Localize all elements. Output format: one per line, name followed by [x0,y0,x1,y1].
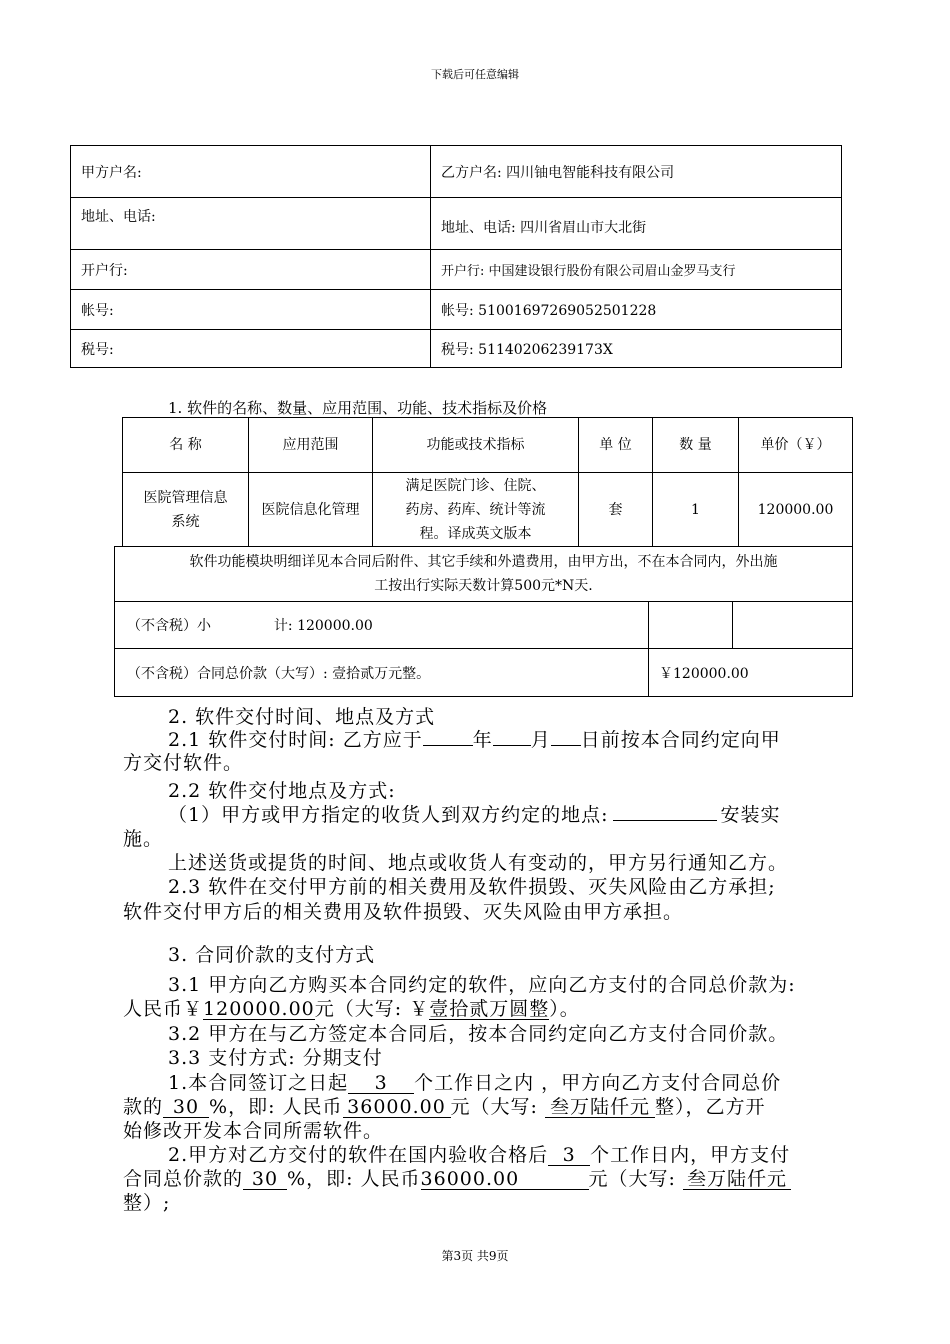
section2-title: 2. 软件交付时间、地点及方式 [168,706,436,728]
payment-item-1-cont: 款的 30 %，即: 人民币 36000.00 元（大写: 叁万陆仟元 整），乙方开 [123,1096,766,1118]
col-header-qty: 数 量 [653,418,739,473]
table-row [123,473,853,547]
clause-3-2: 3.2 甲方在与乙方签定本合同后，按本合同约定向乙方支付合同价款。 [168,1023,789,1045]
payment-item-1: 1.本合同签订之日起 3 个工作日之内 ，甲方向乙方支付合同总价 [168,1072,782,1094]
subtotal-row [115,602,649,649]
party-b-bank: 开户行: 中国建设银行股份有限公司眉山金罗马支行 [431,250,842,290]
party-a-name: 甲方户名: [71,146,431,198]
clause-2-3-cont: 软件交付甲方后的相关费用及软件损毁、灭失风险由甲方承担。 [123,901,684,923]
party-a-bank: 开户行: [71,250,431,290]
col-header-name: 名 称 [123,418,249,473]
party-b-tax: 税号: 51140206239173X [431,330,842,368]
clause-2-2: 2.2 软件交付地点及方式: [168,780,396,802]
col-header-function: 功能或技术指标 [373,418,579,473]
software-note: 软件功能模块明细详见本合同后附件、其它手续和外遣费用，由甲方出，不在本合同内，外出施 工按出行实际天数计算500元*N天. [115,547,853,602]
col-header-scope: 应用范围 [249,418,373,473]
party-b-name: 乙方户名: 四川铀电智能科技有限公司 [431,146,842,198]
total-label: （不含税）合同总价款（大写）: 壹拾贰万元整。 [115,649,649,697]
clause-2-1: 2.1 软件交付时间: 乙方应于 年 月 日前按本合同约定向甲 [168,729,781,751]
col-header-price: 单价（￥） [739,418,853,473]
party-b-account: 帐号: 51001697269052501228 [431,290,842,330]
contract-amount-words: 壹拾贰万圆整 [429,998,550,1020]
party-a-address: 地址、电话: [71,198,431,250]
page-header-note: 下载后可任意编辑 [431,68,519,81]
party-info-table [70,145,842,368]
item-function: 满足医院门诊、住院、 药房、药库、统计等流 程。译成英文版本 [373,473,579,547]
section3-title: 3. 合同价款的支付方式 [168,944,376,966]
item-name: 医院管理信息 系统 [123,473,249,547]
subtotal-empty-2 [733,602,853,649]
subtotal-label: （不含税）小 [127,618,211,634]
payment-item-2-end: 整）; [123,1192,171,1214]
clause-2-3: 2.3 软件在交付甲方前的相关费用及软件损毁、灭失风险由乙方承担; [168,876,776,898]
payment-item-1-end: 始修改开发本合同所需软件。 [123,1120,384,1142]
clause-2-2-note: 上述送货或提货的时间、地点或收货人有变动的，甲方另行通知乙方。 [168,852,789,874]
software-items-table [122,417,853,547]
payment-item-2-cont: 合同总价款的 30 %，即: 人民币36000.00 元（大写: 叁万陆仟元 [123,1164,791,1191]
subtotal-value: 计: 120000.00 [273,618,373,634]
item-unit: 套 [579,473,653,547]
clause-3-3: 3.3 支付方式: 分期支付 [168,1047,383,1069]
page-number: 第3页 共9页 [441,1249,509,1263]
clause-2-2-1: （1）甲方或甲方指定的收货人到双方约定的地点: 安装实 [168,804,781,826]
subtotal-empty-1 [649,602,733,649]
party-a-account: 帐号: [71,290,431,330]
party-a-tax: 税号: [71,330,431,368]
item-scope: 医院信息化管理 [249,473,373,547]
clause-3-1: 3.1 甲方向乙方购买本合同约定的软件，应向乙方支付的合同总价款为: [168,974,796,996]
party-b-address: 地址、电话: 四川省眉山市大北街 [431,198,842,250]
section1-title: 1. 软件的名称、数量、应用范围、功能、技术指标及价格 [168,399,548,417]
item-price: 120000.00 [739,473,853,547]
clause-3-1-cont: 人民币￥120000.00元（大写: ￥壹拾贰万圆整）。 [123,998,580,1020]
payment-item-2: 2.甲方对乙方交付的软件在国内验收合格后 3 个工作日内，甲方支付 [168,1144,791,1166]
clause-2-1-cont: 方交付软件。 [123,752,244,774]
total-value: ￥120000.00 [649,649,853,697]
totals-table [114,546,853,697]
clause-2-2-1-cont: 施。 [123,828,164,850]
contract-amount: 120000.00 [203,998,315,1020]
col-header-unit: 单 位 [579,418,653,473]
item-qty: 1 [653,473,739,547]
